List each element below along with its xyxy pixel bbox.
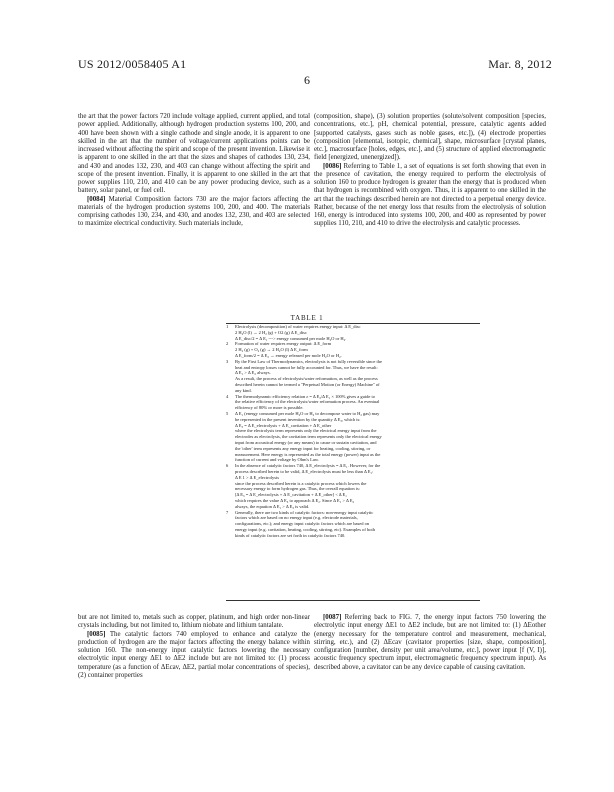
table-row-number: 1 — [226, 324, 229, 329]
table-line: configurations, etc.); and energy input catalytic factors which are based on — [235, 521, 370, 527]
paragraph-tag: [0085] — [87, 630, 106, 638]
paragraph-tag: [0086] — [323, 162, 342, 170]
column-top-right — [314, 113, 546, 229]
paragraph-text: Material Composition factors 730 are the major factors affecting the materials of the hydrogen production systems 100, 200, and 400. The materials comprising cathodes 130, 234, and 430, and anodes 132, 230, and 403 are selected to maximize electrical conductivity. Such materials include, — [78, 195, 310, 228]
table-row-text — [235, 394, 480, 411]
table-line: Δ E_form/2 = Δ E₂ → energy released per mole H₂O or H₂. — [235, 352, 342, 358]
table-row-text — [235, 411, 480, 463]
table-line: In the absence of catalytic factors 740, Δ E_electrolysis = Δ E₁. However, for the — [235, 463, 381, 469]
table-line: By the First Law of Thermodynamics, electrolysis is not fully reversible since the — [235, 358, 383, 364]
table-line: energy input (e.g. cavitation, heating, cooling, stirring, etc). Examples of both — [235, 526, 376, 532]
table-row-text — [235, 463, 480, 509]
table-line: measurement. Here energy is represented as the total energy (power) input as the — [235, 451, 381, 457]
table-row — [226, 463, 480, 509]
paragraph: the art that the power factors 720 include voltage applied, current applied, and total power applied. Additionally, although hydrogen production systems 100, 200, and 400 have been shown with a single cathode and single anode, it is apparent to one skilled in the art that the number of voltage/current applications points can be increased without affecting the spirit and scope of the present invention. Likewise it is apparent to one skilled in the art that the sizes and shapes of cathodes 130, 234, and 430 and anodes 132, 230, and 403 can change without affecting the spirit and scope of the present invention. Finally, it is apparent to one skilled in the art that power supplies 110, 210, and 410 can be any power producing device, such as a battery, solar panel, or fuel cell. — [78, 113, 310, 195]
table-row — [226, 411, 480, 463]
table-line: be represented in the present invention by the quantity Δ E₃, which is: — [235, 416, 361, 422]
table-line: necessary energy to form hydrogen gas. Thus, the overall equation is: — [235, 486, 361, 492]
table-line: Δ E 1 > Δ E_electrolysis — [235, 474, 279, 480]
table-row-number: 5 — [226, 410, 229, 416]
table-line: Generally, there are two kinds of catalytic factors: non-energy input catalytic — [235, 509, 374, 515]
table-line: Δ E₁ (energy consumed per mole H₂O or H₂ to decompose water to H₂ gas) may — [235, 410, 380, 416]
table-line: the relative efficiency of the electrolysis/water reformation process. An eventual — [235, 399, 380, 405]
table-row — [226, 394, 480, 411]
table-line: Electrolysis (decomposition) of water requires energy input: Δ E_disc — [235, 324, 361, 329]
table-line: which requires the value Δ E₃ to approach Δ E₂. Since Δ E₁ > Δ E₂ — [235, 497, 355, 503]
column-top-left — [78, 113, 310, 229]
paragraph-tag: [0084] — [87, 195, 106, 203]
table-row — [226, 341, 480, 358]
column-bottom-right — [314, 614, 546, 672]
table-line: since the process described herein is a catalytic process which lowers the — [235, 480, 367, 486]
table-line: always, the equation Δ E₁ > Δ E₃ is valid. — [235, 503, 310, 509]
paragraph — [314, 163, 546, 229]
table-line: Δ E_disc/2 = Δ E₁ ---> energy consumed per mole H₂O or H₂. — [235, 335, 347, 341]
publication-date: Mar. 8, 2012 — [488, 57, 552, 71]
table-row — [226, 510, 480, 539]
table-line: Formation of water requires energy output: Δ E_form — [235, 341, 332, 347]
table-row-number: 6 — [226, 463, 229, 469]
table-line: 2 H₂O (l) → 2 H₂ (g) + O2 (g) Δ E_disc — [235, 329, 307, 335]
table-line: efficiency of 80% or more is possible. — [235, 405, 304, 411]
paragraph-tag: [0087] — [323, 614, 342, 621]
table-row-number: 2 — [226, 341, 229, 347]
table-1 — [226, 323, 480, 601]
table-title: TABLE 1 — [290, 314, 324, 322]
table-row — [226, 324, 480, 341]
table-line: function of current and voltage by Ohm's Law. — [235, 457, 319, 463]
table-line: As a result, the process of electrolysis/water reformation, as well as the process — [235, 376, 378, 382]
paragraph-text: Referring back to FIG. 7, the energy input factors 750 lowering the electrolytic input energy ΔE1 to ΔE2 include, but are not limited to: (1) ΔEother (energy necessary for the temperature control and measurement, mechanical, stirring, etc.), and (2) ΔEcav (cavitator properties [size, shape, composition], configuration [number, density per unit area/volume, etc.], power input [f (V, I)], acoustic frequency spectrum input, electromagnetic frequency spectrum input). As described above, a cavitator can be any device capable of causing cavitation. — [314, 614, 546, 671]
page-number: 6 — [304, 73, 310, 87]
table-row-text — [235, 341, 480, 358]
table-row-text — [235, 359, 480, 394]
table-line: where the electrolysis term represents only the electrical energy input from the — [235, 428, 377, 434]
table-row-text — [235, 510, 480, 539]
paragraph-text: The catalytic factors 740 employed to enhance and catalyze the production of hydrogen are the major factors affecting the energy balance within solution 160. The non-energy input catalytic factors lowering the necessary electrolytic input energy ΔE1 to ΔE2 include but are not limited to: (1) process temperature (as a function of ΔEcav, ΔE2, partial molar concentrations of species), (2) container properties — [78, 630, 310, 679]
paragraph: (composition, shape), (3) solution properties (solute/solvent composition [species, concentrations, etc.], pH, chemical potential, pressure, catalytic agents added [supported catalysts, gases such as noble gases, etc.]), (4) electrode properties (composition [elemental, isotopic, chemical], shape, microsurface [crystal planes, etc.], macrosurface [holes, edges, etc.], and (5) structure of applied electromagnetic field [energized, unenergized]). — [314, 113, 546, 162]
table-row-number: 3 — [226, 358, 229, 364]
table-line: the 'other' term represents any energy input for heating, cooling, stirring, or — [235, 445, 371, 451]
patent-number: US 2012/0058405 A1 — [78, 57, 187, 71]
table-line: The thermodynamic efficiency relation ε = Δ E₂/Δ E₁ × 100% gives a guide to — [235, 393, 376, 399]
table-row-text — [235, 324, 480, 341]
table-line: electrodes as electrolysis, the cavitation term represents only the electrical energy — [235, 434, 382, 440]
table-line: process described herein to be valid, Δ E_electrolysis must be less than Δ E₁: — [235, 468, 374, 474]
table-row-number: 7 — [226, 509, 229, 515]
table-line: kinds of catalytic factors are set forth in catalytic factors 740. — [235, 532, 346, 538]
table-line: any kind. — [235, 387, 252, 393]
table-row-number: 4 — [226, 393, 229, 399]
table-line: heat and entropy losses cannot be fully accounted for. Thus, we have the result: — [235, 364, 378, 370]
table-line: input from acoustical energy (or any means) to cause or sustain cavitation, and — [235, 439, 377, 445]
table-line: described herein cannot be termed a "Perpetual Motion (or Energy) Machine" of — [235, 381, 380, 387]
column-bottom-left — [78, 614, 310, 680]
table-line: 2 H₂ (g) + O₂ (g) → 2 H₂O (l) Δ E_form — [235, 347, 308, 353]
table-line: [Δ E₃ = Δ E_electrolysis + Δ E_cavitation + Δ E_other] < Δ E₁ — [235, 492, 347, 498]
paragraph-text: Referring to Table 1, a set of equations is set forth showing that even in the presence of cavitation, the energy required to perform the electrolysis of solution 160 to produce hydrogen is greater than the energy that is produced when that hydrogen is recombined with oxygen. Thus, it is apparent to one skilled in the art that the teachings described herein are not directed to a perpetual energy device. Rather, because of the net energy loss that results from the electrolysis of solution 160, energy is introduced into systems 100, 200, and 400 as represented by power supplies 110, 210, and 410 to drive the electrolysis and catalytic processes. — [314, 162, 546, 228]
paragraph — [78, 196, 310, 229]
table-rows — [226, 324, 480, 538]
paragraph: but are not limited to, metals such as copper, platinum, and high order non-linear crystals including, but not limited to, lithium niobate and lithium tantalate. — [78, 614, 310, 630]
table-row — [226, 359, 480, 394]
table-line: Δ E₁ > Δ E₂ always. — [235, 370, 271, 376]
paragraph — [314, 614, 546, 672]
paragraph — [78, 631, 310, 681]
table-line: Δ E₃ = Δ E_electrolysis + Δ E_cavitation + Δ E_other — [235, 422, 332, 428]
table-line: factors which are based on no energy input (e.g. electrode materials, — [235, 515, 358, 521]
